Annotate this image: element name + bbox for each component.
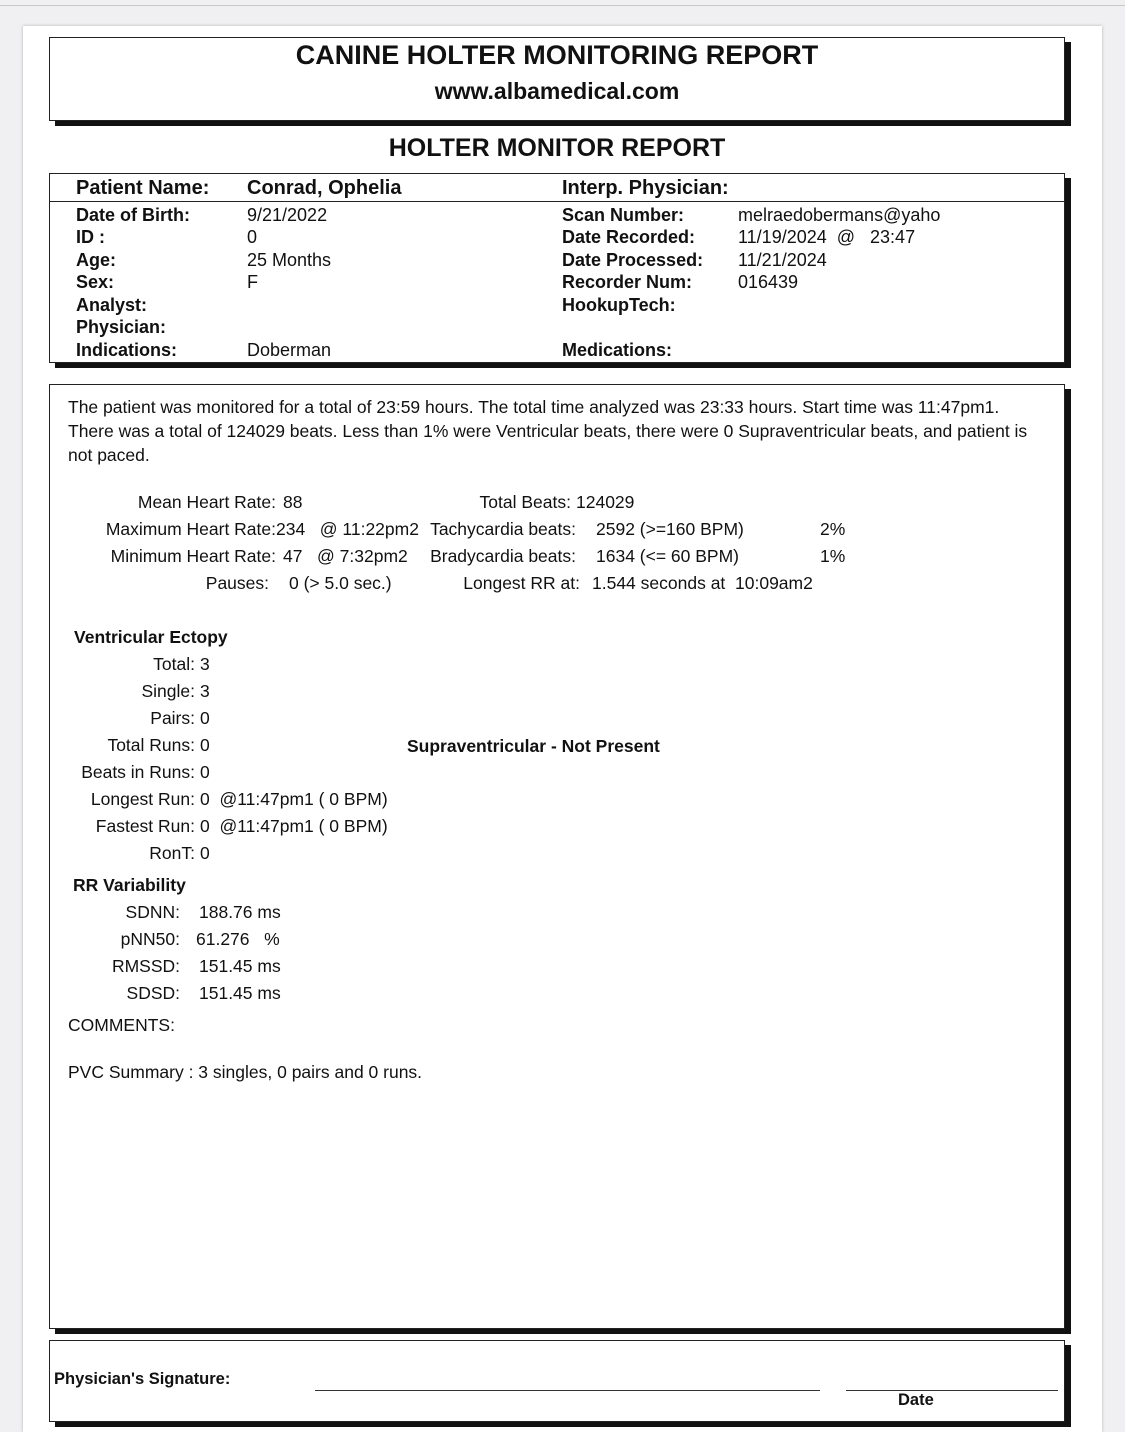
max-hr-value: 234 @ 11:22pm2 [276, 519, 419, 539]
mean-hr-value: 88 [283, 492, 303, 512]
min-hr-label: Minimum Heart Rate: [110, 546, 276, 566]
ve-single-label: Single: [141, 681, 195, 701]
report-header [49, 37, 1065, 121]
indications-value: Doberman [247, 340, 332, 360]
signature-panel [49, 1340, 1065, 1422]
report-page [23, 26, 1102, 1432]
sex-label: Sex: [76, 272, 115, 292]
ve-fastest-run-label: Fastest Run: [95, 816, 195, 836]
pauses-label: Pauses: [205, 573, 269, 593]
date-label: Date [898, 1391, 934, 1409]
ve-single-value: 3 [200, 681, 210, 701]
medications-label: Medications: [562, 340, 673, 360]
tachycardia-value: 2592 (>=160 BPM) [596, 519, 744, 539]
rr-variability-heading: RR Variability [73, 875, 186, 895]
supraventricular-status: Supraventricular - Not Present [407, 736, 660, 756]
id-value: 0 [247, 227, 258, 247]
date-recorded-value: 11/19/2024 @ 23:47 [738, 227, 916, 247]
rr-rmssd-value: 151.45 ms [199, 956, 281, 976]
physician-signature-label: Physician's Signature: [54, 1370, 231, 1388]
analyst-label: Analyst: [76, 295, 148, 315]
tachycardia-percent: 2% [820, 519, 846, 539]
age-value: 25 Months [247, 250, 332, 270]
ve-pairs-value: 0 [200, 708, 210, 728]
ve-longest-run-value: 0 @11:47pm1 ( 0 BPM) [200, 789, 388, 809]
hookup-tech-label: HookupTech: [562, 295, 676, 315]
age-label: Age: [76, 250, 116, 270]
tachycardia-label: Tachycardia beats: [430, 519, 576, 539]
total-beats-value: 124029 [576, 492, 635, 512]
patient-name-value: Conrad, Ophelia [247, 177, 402, 199]
info-divider [50, 201, 1064, 202]
date-processed-label: Date Processed: [562, 250, 704, 270]
ve-ront-label: RonT: [149, 843, 195, 863]
dob-label: Date of Birth: [76, 205, 190, 225]
date-recorded-label: Date Recorded: [562, 227, 696, 247]
total-beats-label: Total Beats: [479, 492, 571, 512]
summary-paragraph: The patient was monitored for a total of 23:59 hours. The total time analyzed was 23:33 hours. Start time was 11:47pm1. There was a total of 124029 beats. Less than 1% were Ventricular beats, there were 0 Supraventricular beats, and patient is not paced. [68, 397, 1028, 465]
dob-value: 9/21/2022 [247, 205, 328, 225]
ve-beats-in-runs-value: 0 [200, 762, 210, 782]
physician-label: Physician: [76, 317, 167, 337]
id-label: ID : [76, 227, 105, 247]
recorder-num-value: 016439 [738, 272, 799, 292]
ve-total-value: 3 [200, 654, 210, 674]
ve-ront-value: 0 [200, 843, 210, 863]
scan-number-label: Scan Number: [562, 205, 685, 225]
ve-total-runs-label: Total Runs: [107, 735, 195, 755]
indications-label: Indications: [76, 340, 178, 360]
bradycardia-percent: 1% [820, 546, 846, 566]
website-link[interactable]: www.albamedical.com [434, 78, 680, 104]
ve-total-label: Total: [153, 654, 195, 674]
pauses-value: 0 (> 5.0 sec.) [289, 573, 392, 593]
signature-line[interactable] [315, 1390, 820, 1391]
ve-beats-in-runs-label: Beats in Runs: [81, 762, 195, 782]
rr-sdnn-value: 188.76 ms [199, 902, 281, 922]
ve-pairs-label: Pairs: [150, 708, 195, 728]
sex-value: F [247, 272, 258, 292]
longest-rr-value: 1.544 seconds at 10:09am2 [592, 573, 813, 593]
ve-total-runs-value: 0 [200, 735, 210, 755]
rr-pnn50-value: 61.276 % [196, 929, 280, 949]
rr-pnn50-label: pNN50: [120, 929, 180, 949]
patient-name-label: Patient Name: [76, 177, 210, 199]
report-subtitle: HOLTER MONITOR REPORT [388, 134, 726, 162]
report-title: CANINE HOLTER MONITORING REPORT [295, 40, 819, 70]
bradycardia-label: Bradycardia beats: [430, 546, 576, 566]
ventricular-ectopy-heading: Ventricular Ectopy [74, 627, 228, 647]
min-hr-value: 47 @ 7:32pm2 [283, 546, 408, 566]
date-line[interactable] [846, 1390, 1058, 1391]
rr-rmssd-label: RMSSD: [111, 956, 180, 976]
patient-info-panel [49, 173, 1065, 363]
comments-label: COMMENTS: [68, 1015, 175, 1035]
max-hr-label: Maximum Heart Rate: [105, 519, 276, 539]
bradycardia-value: 1634 (<= 60 BPM) [596, 546, 739, 566]
longest-rr-label: Longest RR at: [463, 573, 580, 593]
mean-hr-label: Mean Heart Rate: [137, 492, 276, 512]
interp-physician-label: Interp. Physician: [562, 177, 729, 199]
rr-sdsd-value: 151.45 ms [199, 983, 281, 1003]
window-top-line [0, 5, 1125, 6]
scan-number-value: melraedobermans@yaho [738, 205, 941, 225]
ve-fastest-run-value: 0 @11:47pm1 ( 0 BPM) [200, 816, 388, 836]
date-processed-value: 11/21/2024 [738, 250, 827, 270]
recorder-num-label: Recorder Num: [562, 272, 693, 292]
rr-sdnn-label: SDNN: [125, 902, 180, 922]
report-body [49, 384, 1065, 1329]
rr-sdsd-label: SDSD: [126, 983, 180, 1003]
pvc-summary: PVC Summary : 3 singles, 0 pairs and 0 runs. [68, 1062, 423, 1082]
ve-longest-run-label: Longest Run: [90, 789, 195, 809]
